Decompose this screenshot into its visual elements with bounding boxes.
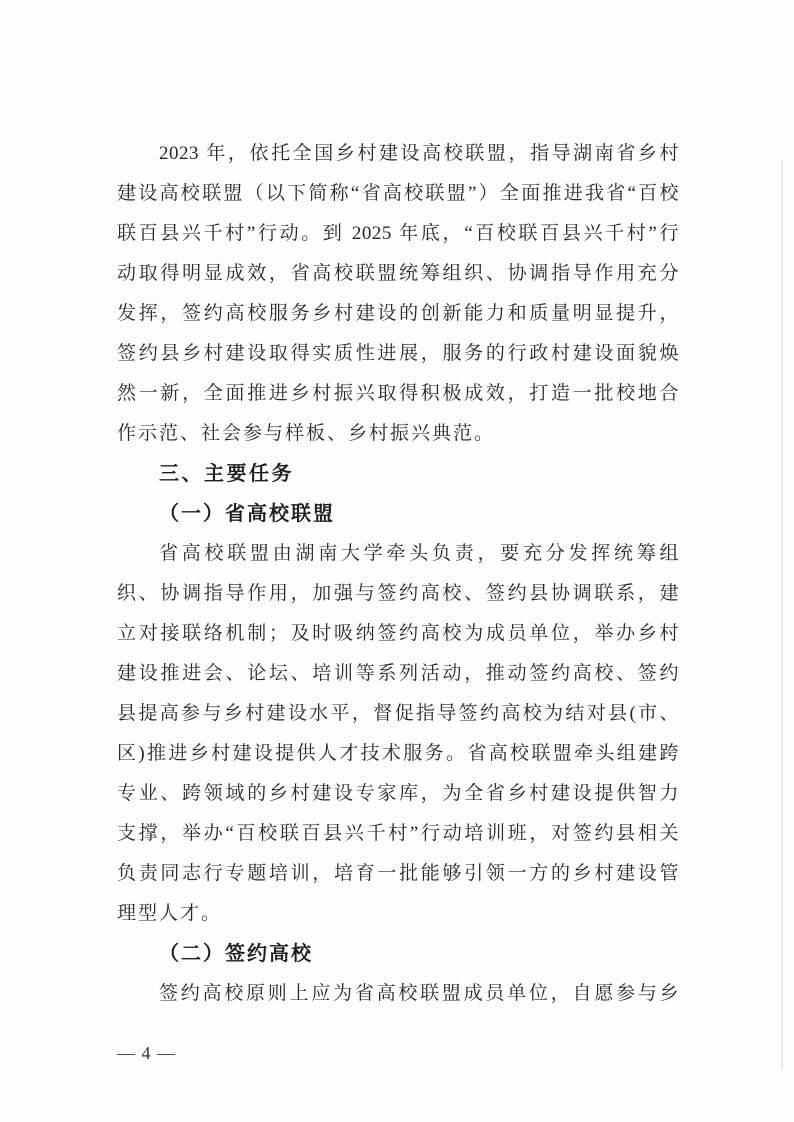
document-body — [117, 134, 679, 1014]
scan-artifact-line — [781, 160, 783, 1070]
body-text-line: 然一新，全面推进乡村振兴取得积极成效，打造一批校地合 — [117, 383, 679, 404]
body-text-line: 织、协调指导作用，加强与签约高校、签约县协调联系，建 — [117, 583, 679, 604]
body-text-line: 负责同志行专题培训，培育一批能够引领一方的乡村建设管 — [117, 863, 679, 884]
sub-heading: （二）签约高校 — [159, 943, 313, 965]
body-text-line: 2023 年，依托全国乡村建设高校联盟，指导湖南省乡村 — [159, 143, 679, 164]
body-text-line: 专业、跨领域的乡村建设专家库，为全省乡村建设提供智力 — [117, 783, 679, 804]
body-text-line: 建设高校联盟（以下简称“省高校联盟”）全面推进我省“百校 — [117, 183, 679, 204]
body-text-line: 理型人才。 — [117, 903, 223, 924]
body-text-line: 县提高参与乡村建设水平，督促指导签约高校为结对县(市、 — [117, 703, 679, 724]
body-text-line: 区)推进乡村建设提供人才技术服务。省高校联盟牵头组建跨 — [117, 743, 679, 764]
body-text-line: 立对接联络机制；及时吸纳签约高校为成员单位，举办乡村 — [117, 623, 679, 644]
page-number: — 4 — — [117, 1043, 176, 1063]
body-text-line: 联百县兴千村”行动。到 2025 年底，“百校联百县兴千村”行 — [117, 223, 679, 244]
body-text-line: 发挥，签约高校服务乡村建设的创新能力和质量明显提升， — [117, 303, 679, 324]
section-heading: 三、主要任务 — [159, 463, 294, 485]
body-text-line: 建设推进会、论坛、培训等系列活动，推动签约高校、签约 — [117, 663, 679, 684]
body-text-line: 签约高校原则上应为省高校联盟成员单位，自愿参与乡 — [159, 983, 679, 1004]
body-text-line: 省高校联盟由湖南大学牵头负责，要充分发挥统筹组 — [159, 543, 679, 564]
sub-heading: （一）省高校联盟 — [159, 503, 335, 525]
body-text-line: 签约县乡村建设取得实质性进展，服务的行政村建设面貌焕 — [117, 343, 679, 364]
body-text-line: 支撑，举办“百校联百县兴千村”行动培训班，对签约县相关 — [117, 823, 679, 844]
body-text-line: 作示范、社会参与样板、乡村振兴典范。 — [117, 423, 496, 444]
body-text-line: 动取得明显成效，省高校联盟统筹组织、协调指导作用充分 — [117, 263, 679, 284]
